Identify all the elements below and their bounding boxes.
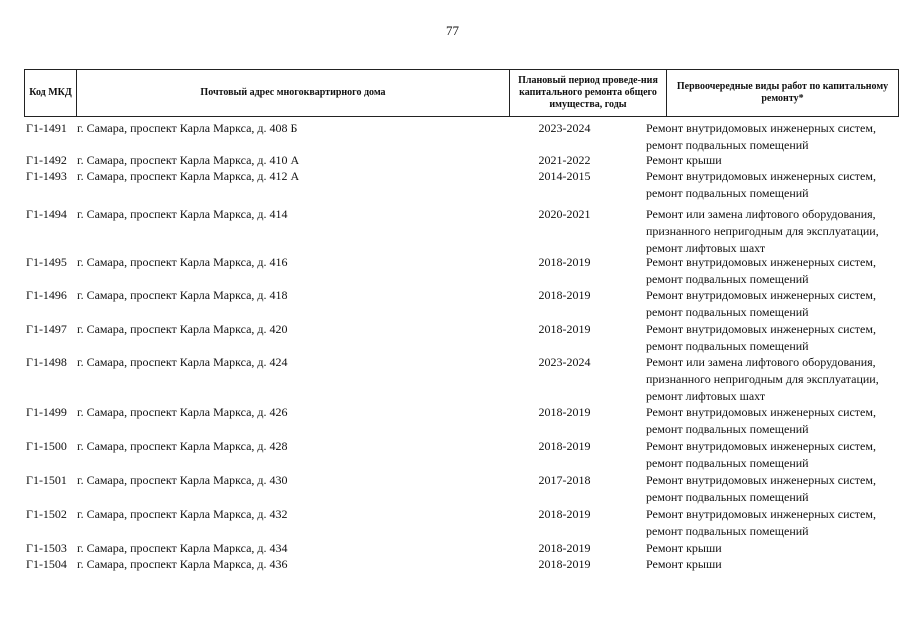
row-works: Ремонт внутридомовых инженерных систем, ремонт подвальных помещений <box>646 169 876 200</box>
row-code: Г1-1503 <box>26 541 67 555</box>
row-period: 2020-2021 <box>538 207 591 221</box>
row-address: г. Самара, проспект Карла Маркса, д. 436 <box>77 557 288 571</box>
row-works: Ремонт внутридомовых инженерных систем, ремонт подвальных помещений <box>646 322 876 353</box>
row-code: Г1-1504 <box>26 557 67 571</box>
row-works: Ремонт крыши <box>646 153 722 167</box>
row-period: 2018-2019 <box>538 439 591 453</box>
row-code: Г1-1497 <box>26 322 67 336</box>
row-address: г. Самара, проспект Карла Маркса, д. 412 А <box>77 169 300 183</box>
row-period: 2018-2019 <box>538 255 591 269</box>
row-works: Ремонт крыши <box>646 541 722 555</box>
header-period: Плановый период проведе-ния капитального ремонта общего имущества, годы <box>510 70 667 116</box>
row-code: Г1-1494 <box>26 207 67 221</box>
row-address: г. Самара, проспект Карла Маркса, д. 418 <box>77 288 288 302</box>
row-works: Ремонт внутридомовых инженерных систем, ремонт подвальных помещений <box>646 121 876 152</box>
row-period: 2018-2019 <box>538 557 591 571</box>
row-code: Г1-1491 <box>26 121 67 135</box>
row-address: г. Самара, проспект Карла Маркса, д. 426 <box>77 405 288 419</box>
row-works: Ремонт внутридомовых инженерных систем, ремонт подвальных помещений <box>646 255 876 286</box>
row-code: Г1-1499 <box>26 405 67 419</box>
row-works: Ремонт внутридомовых инженерных систем, ремонт подвальных помещений <box>646 507 876 538</box>
row-code: Г1-1493 <box>26 169 67 183</box>
row-period: 2023-2024 <box>538 355 591 369</box>
row-period: 2017-2018 <box>538 473 591 487</box>
header-code: Код МКД <box>25 70 77 116</box>
row-period: 2018-2019 <box>538 322 591 336</box>
row-period: 2023-2024 <box>538 121 591 135</box>
row-period: 2014-2015 <box>538 169 591 183</box>
row-works: Ремонт внутридомовых инженерных систем, ремонт подвальных помещений <box>646 405 876 436</box>
row-code: Г1-1498 <box>26 355 67 369</box>
table-header <box>24 69 899 117</box>
row-works: Ремонт или замена лифтового оборудования, признанного непригодным для эксплуатации, ремонт лифтовых шахт <box>646 355 879 403</box>
row-address: г. Самара, проспект Карла Маркса, д. 410 А <box>77 153 300 167</box>
row-address: г. Самара, проспект Карла Маркса, д. 420 <box>77 322 288 336</box>
row-code: Г1-1501 <box>26 473 67 487</box>
row-period: 2021-2022 <box>538 153 591 167</box>
row-address: г. Самара, проспект Карла Маркса, д. 408 Б <box>77 121 298 135</box>
row-works: Ремонт внутридомовых инженерных систем, ремонт подвальных помещений <box>646 439 876 470</box>
page-number: 77 <box>446 23 459 38</box>
row-period: 2018-2019 <box>538 541 591 555</box>
row-code: Г1-1492 <box>26 153 67 167</box>
row-code: Г1-1500 <box>26 439 67 453</box>
row-works: Ремонт крыши <box>646 557 722 571</box>
row-works: Ремонт внутридомовых инженерных систем, ремонт подвальных помещений <box>646 473 876 504</box>
row-period: 2018-2019 <box>538 507 591 521</box>
header-works: Первоочередные виды работ по капитальному ремонту* <box>676 81 889 104</box>
row-works: Ремонт или замена лифтового оборудования, признанного непригодным для эксплуатации, ремонт лифтовых шахт <box>646 207 879 255</box>
row-code: Г1-1495 <box>26 255 67 269</box>
row-address: г. Самара, проспект Карла Маркса, д. 414 <box>77 207 288 221</box>
row-code: Г1-1502 <box>26 507 67 521</box>
row-address: г. Самара, проспект Карла Маркса, д. 434 <box>77 541 288 555</box>
row-works: Ремонт внутридомовых инженерных систем, ремонт подвальных помещений <box>646 288 876 319</box>
header-address: Почтовый адрес многоквартирного дома <box>77 70 510 116</box>
row-address: г. Самара, проспект Карла Маркса, д. 428 <box>77 439 288 453</box>
row-address: г. Самара, проспект Карла Маркса, д. 416 <box>77 255 288 269</box>
row-address: г. Самара, проспект Карла Маркса, д. 424 <box>77 355 288 369</box>
row-period: 2018-2019 <box>538 405 591 419</box>
row-address: г. Самара, проспект Карла Маркса, д. 432 <box>77 507 288 521</box>
row-period: 2018-2019 <box>538 288 591 302</box>
row-address: г. Самара, проспект Карла Маркса, д. 430 <box>77 473 288 487</box>
row-code: Г1-1496 <box>26 288 67 302</box>
